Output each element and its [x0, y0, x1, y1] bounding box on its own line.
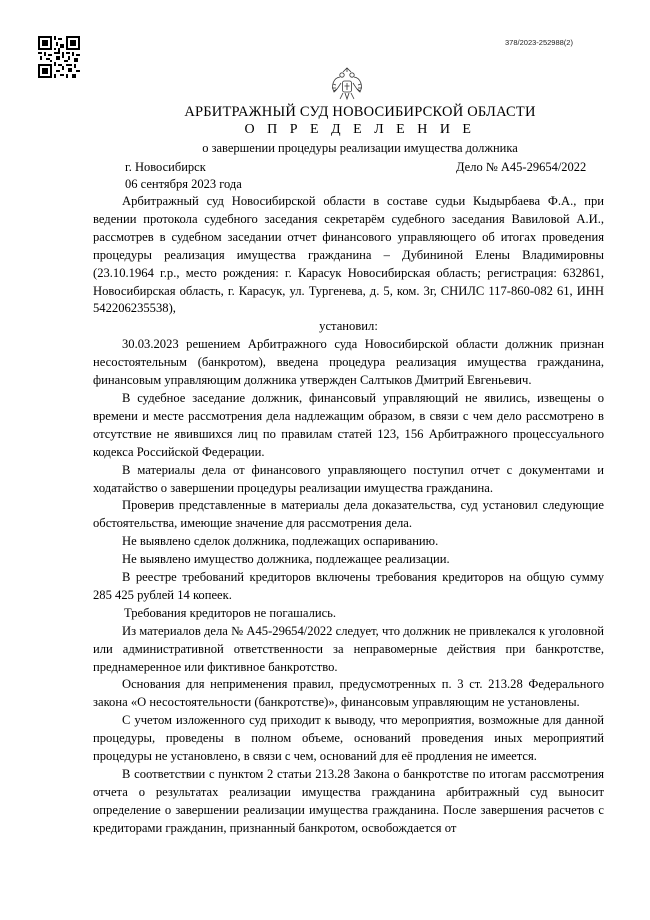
case-reference-number: 378/2023-252988(2) — [505, 38, 573, 47]
case-number: Дело № А45-29654/2022 — [456, 160, 587, 174]
document-subject: о завершении процедуры реализации имущества должника — [202, 141, 518, 155]
city: г. Новосибирск — [125, 160, 206, 174]
paragraph: В судебное заседание должник, финансовый управляющий не явились, извещены о времени и месте рассмотрения дела надлежащим образом, в связи с чем дело рассмотрено в отсутствие не явившихся лиц по правилам статей 123, 156 Арбитражного процессуального кодекса Российской Федерации. — [93, 390, 604, 459]
document-date: 06 сентября 2023 года — [125, 177, 242, 191]
paragraph: Проверив представленные в материалы дела доказательства, суд установил следующие обстоятельства, имеющие значение для рассмотрения дела. — [93, 498, 604, 531]
paragraph: 30.03.2023 решением Арбитражного суда Новосибирской области должник признан несостоятельным (банкротом), введена процедура реализация имущества гражданина, финансовым управляющим должника утвержден Салтыков Дмитрий Евгеньевич. — [93, 337, 604, 388]
paragraph: Не выявлено имущество должника, подлежащее реализации. — [122, 552, 450, 567]
paragraph: В реестре требований кредиторов включены требования кредиторов на общую сумму 285 425 рублей 14 копеек. — [93, 570, 604, 602]
paragraph: Из материалов дела № А45-29654/2022 следует, что должник не привлекался к уголовной или административной ответственности за неправомерные действия при банкротстве, преднамеренное или фиктивное банкротство. — [93, 623, 604, 674]
paragraph: С учетом изложенного суд приходит к выводу, что мероприятия, возможные для данной процедуры, проведены в полном объеме, оснований проведения иных мероприятий процедуры не установлено, в связи с чем, оснований для её продления не имеется. — [93, 713, 604, 764]
document-type: О П Р Е Д Е Л Е Н И Е — [244, 122, 476, 137]
paragraph: В соответствии с пунктом 2 статьи 213.28 Закона о банкротстве по итогам рассмотрения отчета о результатах реализации имущества гражданина арбитражный суд выносит определение о завершении реализации имущества гражданина. После завершения расчетов с кредиторами гражданин, признанный банкротом, освобождается от — [93, 767, 604, 835]
paragraph: Требования кредиторов не погашались. — [124, 605, 337, 620]
paragraph-intro: Арбитражный суд Новосибирской области в составе судьи Кыдырбаева Ф.А., при ведении протокола судебного заседания секретарём судебного заседания Вавиловой А.И., рассмотрев в судебном заседании отчет финансового управляющего об итогах проведения процедуры реализация имущества гражданина – Дубининой Елены Владимировны (23.10.1964 г.р., место рождения: г. Карасук Новосибирская область; регистрация: 632861, Новосибирская область, г. Карасук, ул. Тургенева, д. 5, ком. 3г, СНИЛС 117-860-082 61, ИНН 542206235538), — [93, 194, 604, 316]
qr-code-icon — [38, 36, 80, 78]
paragraph: В материалы дела от финансового управляющего поступил отчет с документами и ходатайство о завершении процедуры реализации имущества гражданина. — [93, 462, 604, 495]
paragraph-established-heading: установил: — [319, 319, 378, 334]
document-body — [93, 193, 604, 838]
paragraph: Основания для неприменения правил, предусмотренных п. 3 ст. 213.28 Федерального закона «О несостоятельности (банкротстве)», финансовым управляющим не установлены. — [93, 677, 604, 710]
paragraph: Не выявлено сделок должника, подлежащих оспариванию. — [122, 534, 439, 549]
coat-of-arms-icon — [329, 66, 365, 104]
court-name: АРБИТРАЖНЫЙ СУД НОВОСИБИРСКОЙ ОБЛАСТИ — [184, 104, 536, 120]
